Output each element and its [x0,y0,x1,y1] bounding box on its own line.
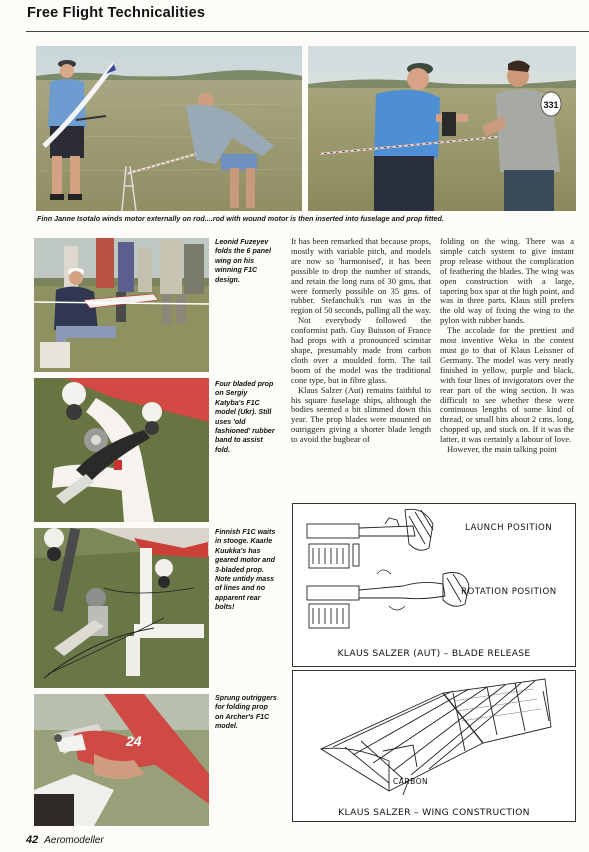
article-paragraph: The accolade for the prettiest and most inventive Weka in the contest must go to that of Klaus Leissner of Germany. The model was very neatly finished in yellow, purple and black, with four lines of invigorators over the rear part of the wing section. It was difficult to see whether these were continuous lengths of some kind of thread, or small bits about 2 cms. long, chopped up, and stuck on. If it was the latter, it was certainly a labour of love. [440,325,574,445]
photo-caption-finnish-f1c: Finnish F1C waits in stooge. Kaarle Kuukka's has geared motor and 3-bladed prop. Note untidy mass of lines and no apparent rear bolts! [215,528,276,612]
magazine-name: Aeromodeller [44,835,104,846]
photo-caption-four-bladed-prop: Four bladed prop on Sergiy Katyba's F1C model (Ukr). Still uses 'old fashioned' rubber band to assist fold. [215,380,275,454]
photo-folding-wing [34,238,209,372]
article-paragraph: Klaus Salzer (Aut) remains faithful to his square fuselage ships, although the bodies seemed a bit slimmed down this year. The prop blades were mounted on outriggers giving a shorter blade length to avoid the bugbear of [291,384,431,445]
article-column-1 [291,237,431,445]
photo-four-bladed-prop [34,378,209,522]
wing-construction-caption: KLAUS SALZER – WING CONSTRUCTION [338,807,530,818]
photo-sprung-outriggers [34,694,209,826]
diagram-wing-construction [292,670,576,822]
page-title: Free Flight Technicalities [27,5,206,21]
article-paragraph: It has been remarked that because props, mostly with variable pitch, and models are now so 'harmonised', it has been possible to drop the number of strands, and retain the long runs of 30 gms, that were formerly possible on 35 gms. of rubber. Stefanchuk's run was in the region of 50 seconds, pulling all the way. [291,236,431,316]
top-photo-caption: Finn Janne Isotalo winds motor externally on rod....rod with wound motor is then inserted into fuselage and prop fitted. [37,214,444,223]
competition-badge: 331 [543,100,559,110]
header-rule [26,31,589,32]
launch-position-label: LAUNCH POSITION [465,523,553,533]
diagram-blade-release [292,503,576,667]
photo-finnish-f1c [34,528,209,688]
photo-caption-folding-wing: Leonid Fuzeyev folds the 6 panel wing on his winning F1C design. [215,238,271,284]
page-footer [26,834,104,846]
photo-caption-sprung-outriggers: Sprung outriggers for folding prop on Archer's F1C model. [215,694,277,731]
blade-release-caption: KLAUS SALZER (AUT) – BLADE RELEASE [337,648,531,659]
rotation-position-label: ROTATION POSITION [461,587,557,597]
photo-winding-motor-right [308,46,576,211]
article-column-2 [440,237,574,455]
article-paragraph: Not everybody followed the conformist path. Guy Buisson of France had props with a pronounced scimitar shape, presumably made from carbon cloth over a moulded form. The tail boom of the model was the traditional cone type, but in fibre glass. [291,315,431,385]
wing-construction-sketch [293,671,575,821]
page-number: 42 [26,834,39,846]
carbon-label: CARBON [393,777,429,786]
photo-winding-motor-left [36,46,302,211]
model-number-label: 24 [126,733,142,749]
article-paragraph: However, the main talking point [447,444,557,455]
article-paragraph: folding on the wing. There was a simple catch system to give instant prop release without the complication of feathering the blades. The wing was open construction with a large, tapering box spar at the high point, and was in three parts. Klaus still prefers the old way of fixing the wing to the pylon with rubber bands. [440,236,574,326]
